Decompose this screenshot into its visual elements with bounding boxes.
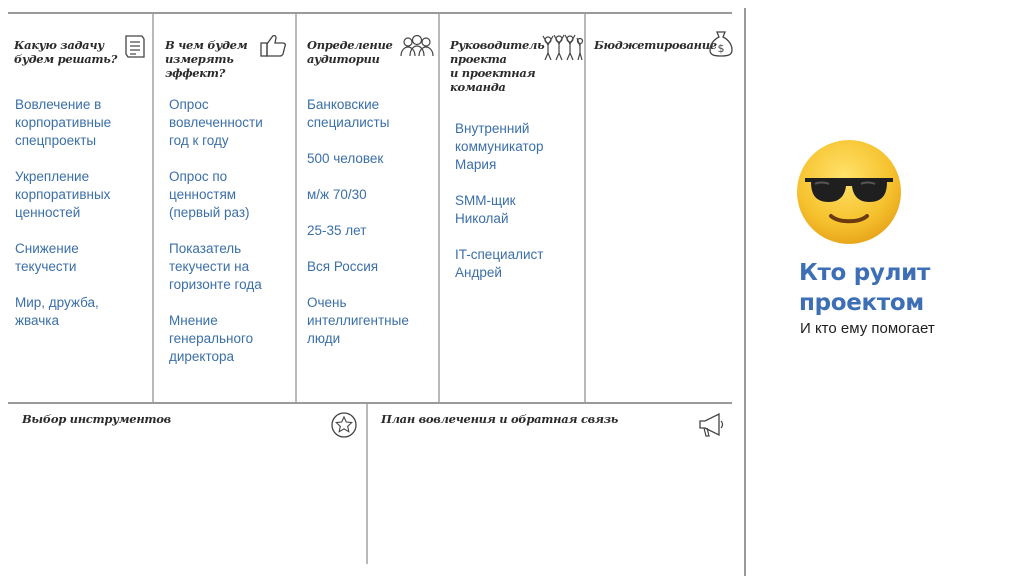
column-body-team — [455, 120, 583, 300]
list-item: Вовлечение в корпоративные спецпроекты — [15, 97, 112, 148]
side-title: Кто рулит проектом — [799, 260, 930, 316]
thumbs-up-icon — [258, 31, 290, 64]
section-heading-engagement-plan: План вовлечения и обратная связь — [381, 412, 619, 426]
list-item: 25-35 лет — [307, 223, 367, 238]
divider-col-3 — [438, 14, 440, 402]
divider-col-4 — [584, 14, 586, 402]
list-item: Показатель текучести на горизонте года — [169, 241, 262, 292]
column-body-measure — [169, 96, 293, 384]
divider-col-2 — [295, 14, 297, 402]
list-item: Внутренний коммуникатор Мария — [455, 121, 544, 172]
megaphone-icon — [696, 410, 726, 445]
money-bag-icon — [708, 28, 734, 63]
star-circle-icon — [330, 411, 358, 444]
sunglasses-emoji-icon — [795, 138, 903, 251]
people-group-icon — [398, 34, 436, 63]
list-item: Снижение текучести — [15, 241, 79, 274]
column-body-audience — [307, 96, 437, 366]
list-item: Банковские специалисты — [307, 97, 390, 130]
column-heading-audience: Определение аудитории — [307, 38, 393, 66]
list-item: Мир, дружба, жвачка — [15, 295, 99, 328]
list-item: Опрос вовлеченности год к году — [169, 97, 263, 148]
frame-middle-border — [8, 402, 732, 404]
divider-bottom — [366, 404, 368, 564]
list-item: Вся Россия — [307, 259, 379, 274]
list-item: Укрепление корпоративных ценностей — [15, 169, 111, 220]
frame-top-border — [8, 12, 732, 14]
column-heading-measure: В чем будем измерять эффект? — [165, 38, 248, 80]
side-subtitle: И кто ему помогает — [800, 320, 935, 337]
frame-right-border — [744, 8, 746, 576]
list-item: Опрос по ценностям (первый раз) — [169, 169, 250, 220]
section-heading-tools: Выбор инструментов — [22, 412, 171, 426]
svg-text:$: $ — [717, 42, 725, 55]
list-item: м/ж 70/30 — [307, 187, 367, 202]
side-panel — [790, 130, 1010, 337]
column-heading-budget: Бюджетирование — [594, 38, 717, 52]
list-item: SMM-щик Николай — [455, 193, 516, 226]
divider-col-1 — [152, 14, 154, 402]
list-item: 500 человек — [307, 151, 384, 166]
team-cheer-icon — [540, 32, 584, 67]
column-heading-task: Какую задачу будем решать? — [14, 38, 118, 66]
list-item: IT-специалист Андрей — [455, 247, 544, 280]
column-body-task — [15, 96, 151, 348]
list-item: Очень интеллигентные люди — [307, 295, 409, 346]
list-item: Мнение генерального директора — [169, 313, 254, 364]
column-heading-team: Руководитель проекта и проектная команда — [450, 38, 545, 94]
document-list-icon — [122, 33, 148, 64]
